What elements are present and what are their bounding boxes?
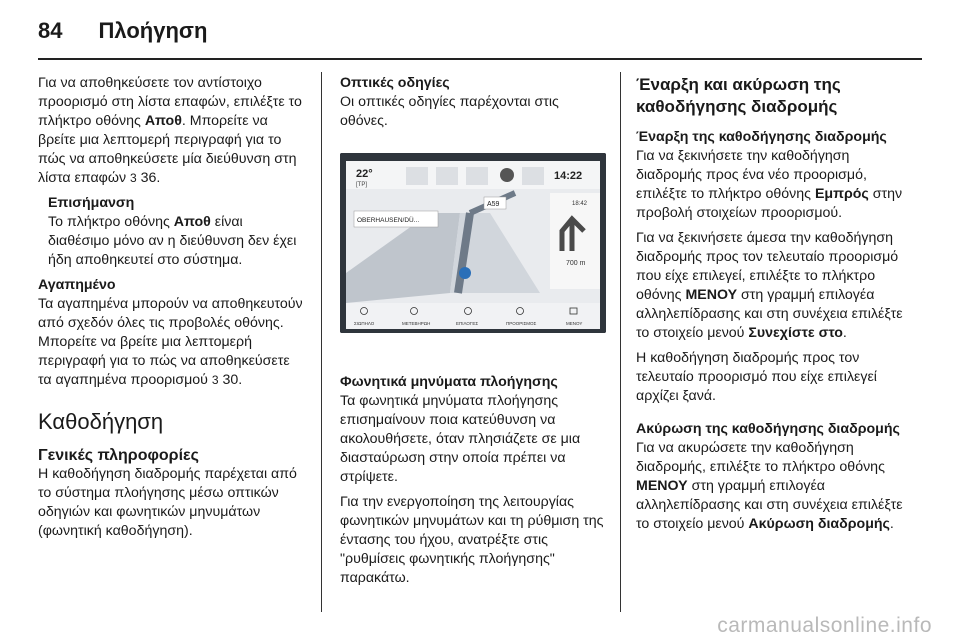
- section-title-voice: Φωνητικά μηνύματα πλοήγησης: [340, 374, 558, 390]
- paragraph: Για την ενεργοποίηση της λειτουργίας φωνητικών μηνυμάτων και τη ρύθμιση της έντασης του ήχου, ανατρέξτε στις "ρυθμίσεις φωνητικής πλοήγησης" παρακάτω.: [340, 494, 604, 586]
- note-text: Το πλήκτρο οθόνης Αποθ είναι διαθέσιμο μόνο αν η διεύθυνση δεν έχει ήδη αποθηκευτεί στο σύστημα.: [48, 214, 297, 268]
- section-title-cancel: Ακύρωση της καθοδήγησης διαδρομής: [636, 421, 900, 437]
- page-number: 84: [38, 18, 63, 43]
- heading-start-cancel: Έναρξη και ακύρωση της καθοδήγησης διαδρομής: [636, 75, 841, 116]
- column-divider: [620, 72, 621, 612]
- screen-button-label: ΣΙΩΠΗΛΟ: [354, 321, 375, 326]
- phone-icon: [500, 168, 514, 182]
- paragraph: Για να αποθηκεύσετε τον αντίστοιχο προορισμό στη λίστα επαφών, επιλέξτε το πλήκτρο οθόνης Αποθ. Μπορείτε να βρείτε μια λεπτομερή περιγραφή για το πώς να αποθηκεύσετε μία διεύθυνση στη λίστα επαφών 3 36.: [38, 75, 302, 186]
- column-divider: [321, 72, 322, 612]
- section-title-start: Έναρξη της καθοδήγησης διαδρομής: [636, 129, 887, 145]
- screen-tp: [TP]: [356, 182, 368, 188]
- column-1: [38, 74, 306, 547]
- paragraph: Οι οπτικές οδηγίες παρέχονται στις οθόνες.: [340, 94, 559, 129]
- page-title: Πλοήγηση: [98, 18, 208, 43]
- heading-general-info: Γενικές πληροφορίες: [38, 447, 199, 464]
- screen-place: OBERHAUSEN/DÜ...: [357, 217, 420, 224]
- screen-road: A59: [487, 201, 500, 208]
- paragraph: Για να ξεκινήσετε την καθοδήγηση διαδρομής προς ένα νέο προορισμό, επιλέξτε το πλήκτρο οθόνης Εμπρός στην προβολή στοιχείων προορισμού.: [636, 148, 903, 221]
- screen-time: 14:22: [554, 170, 583, 182]
- screen-eta: 18:42: [572, 201, 588, 207]
- navigation-screen-image: [340, 153, 606, 333]
- page-header: [38, 18, 207, 52]
- screen-button-label: ΕΠΙΛΟΓΕΣ: [456, 321, 479, 326]
- paragraph: Τα φωνητικά μηνύματα πλοήγησης επισημαίνουν ποια κατεύθυνση να ακολουθήσετε, όταν πλησιάζετε σε μια διασταύρωση στην οποία πρέπει να στρίψετε.: [340, 393, 581, 485]
- heading-guidance: Καθοδήγηση: [38, 409, 164, 434]
- paragraph: Για να ακυρώσετε την καθοδήγηση διαδρομής, επιλέξτε το πλήκτρο οθόνης ΜΕΝΟΥ στη γραμμή επιλογέα αλληλεπίδρασης και στη συνέχεια επιλέξτε το στοιχείο μενού Ακύρωση διαδρομής.: [636, 440, 903, 532]
- note-title: Επισήμανση: [48, 195, 135, 211]
- vehicle-position-icon: [459, 267, 471, 279]
- page-ref-arrow-icon: 3: [129, 171, 137, 185]
- screen-button-label: ΠΡΟΟΡΙΣΜΟΣ: [506, 321, 537, 326]
- navigation-screen-svg: [340, 153, 606, 333]
- screen-distance: 700 m: [566, 260, 586, 267]
- column-3: [636, 74, 904, 540]
- paragraph: Η καθοδήγηση διαδρομής προς τον τελευταίο προορισμό που είχε επιλεγεί αρχίζει ξανά.: [636, 350, 877, 404]
- paragraph: Για να ξεκινήσετε άμεσα την καθοδήγηση διαδρομής προς τον τελευταίο προορισμό που είχε επιλεγεί, επιλέξτε το πλήκτρο οθόνης ΜΕΝΟΥ στη γραμμή επιλογέα αλληλεπίδρασης και στη συνέχεια επιλέξτε το στοιχείο μενού Συνεχίστε στο.: [636, 230, 903, 341]
- screen-button-label: ΜΕΤΕΒΗΡΩΗ: [402, 321, 431, 326]
- page-ref[interactable]: 36.: [140, 170, 161, 186]
- page-ref[interactable]: 30.: [222, 372, 243, 388]
- watermark: carmanualsonline.info: [717, 614, 932, 637]
- note-box: [38, 194, 306, 270]
- page-ref-arrow-icon: 3: [211, 373, 219, 387]
- paragraph: Τα αγαπημένα μπορούν να αποθηκευτούν από σχεδόν όλες τις προβολές οθόνης. Μπορείτε να βρείτε μια λεπτομερή περιγραφή για το πώς να αποθηκεύσετε τα αγαπημένα προορισμού 3 30.: [38, 296, 303, 388]
- section-title-visual: Οπτικές οδηγίες: [340, 75, 450, 91]
- screen-temp: 22°: [356, 168, 373, 180]
- paragraph: Η καθοδήγηση διαδρομής παρέχεται από το σύστημα πλοήγησης μέσω οπτικών οδηγιών και φωνητικών μηνυμάτων (φωνητική καθοδήγηση).: [38, 466, 297, 539]
- column-2: [340, 74, 606, 594]
- header-rule: [38, 58, 922, 60]
- section-title-favorite: Αγαπημένο: [38, 277, 116, 293]
- screen-button-label: ΜΕΝΟΥ: [566, 321, 583, 326]
